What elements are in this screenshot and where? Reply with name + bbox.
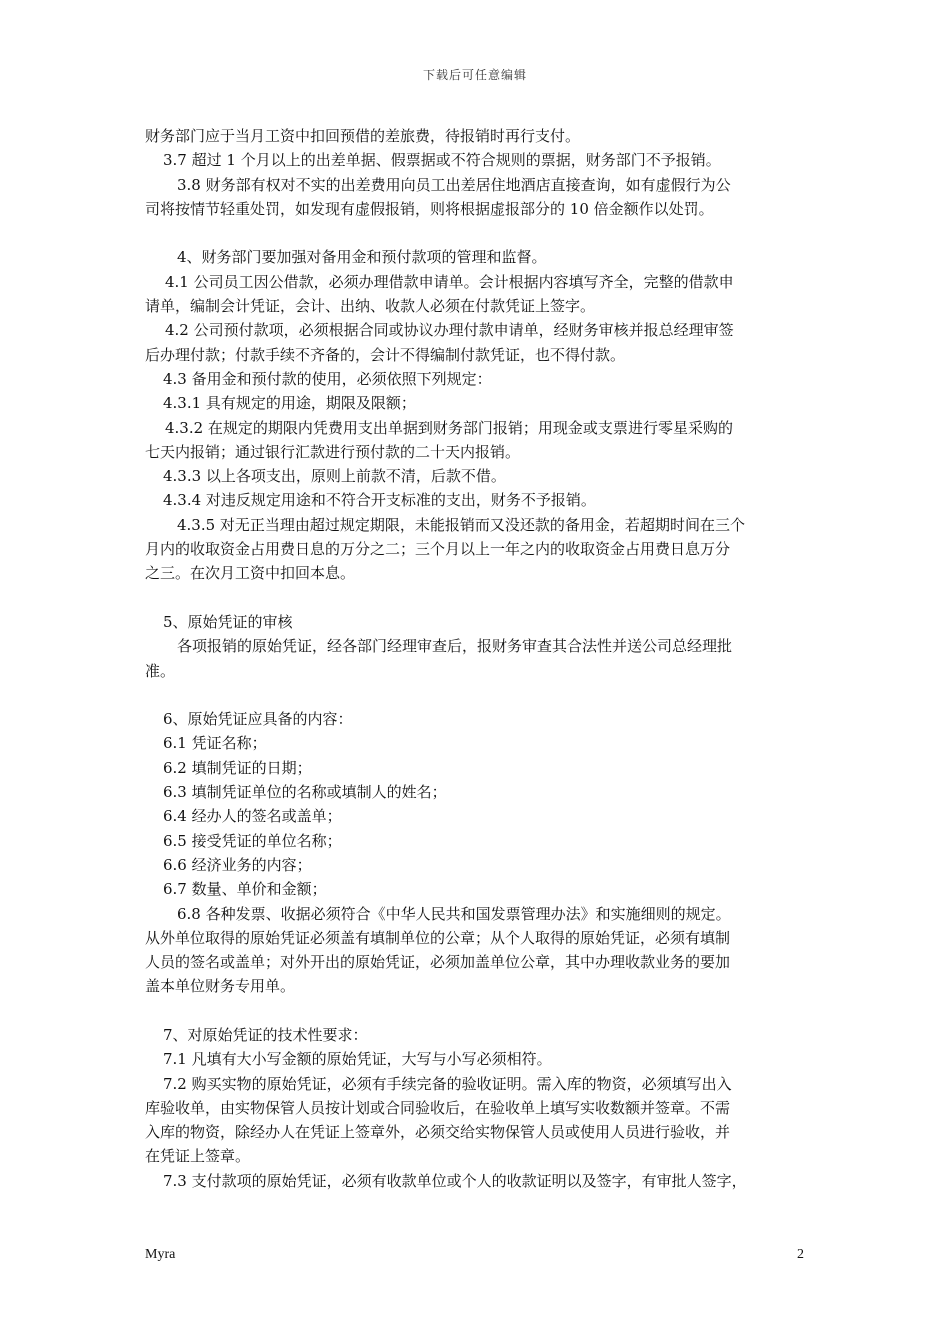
text-line: 4.2 公司预付款项，必须根据合同或协议办理付款申请单，经财务审核并报总经理审签 [165,321,734,340]
text-line: 在凭证上签章。 [145,1147,251,1166]
text-line: 6.8 各种发票、收据必须符合《中华人民共和国发票管理办法》和实施细则的规定。 [177,904,731,923]
text-line: 3.8 财务部有权对不实的出差费用向员工出差居住地酒店直接查询，如有虚假行为公 [177,175,731,194]
text-line: 6.7 数量、单价和金额； [163,880,327,899]
text-line: 6.1 凭证名称； [163,734,267,753]
footer-author: Myra [145,1247,176,1262]
text-line: 后办理付款；付款手续不齐备的，会计不得编制付款凭证，也不得付款。 [145,345,626,364]
text-line: 之三。在次月工资中扣回本息。 [145,564,356,583]
text-line: 库验收单，由实物保管人员按计划或合同验收后，在验收单上填写实收数额并签章。不需 [145,1098,731,1117]
text-line: 入库的物资，除经办人在凭证上签章外，必须交给实物保管人员或使用人员进行验收，并 [145,1123,731,1142]
text-line: 4、财务部门要加强对备用金和预付款项的管理和监督。 [177,248,547,267]
text-line: 财务部门应于当月工资中扣回预借的差旅费，待报销时再行支付。 [145,127,581,145]
text-line: 7.1 凡填有大小写金额的原始凭证，大写与小写必须相符。 [163,1050,552,1069]
text-line: 3.7 超过 1 个月以上的出差单据、假票据或不符合规则的票据，财务部门不予报销。 [163,151,721,170]
text-line: 准。 [145,661,176,680]
text-line: 4.3.3 以上各项支出，原则上前款不清，后款不借。 [163,467,506,486]
text-line: 6.5 接受凭证的单位名称； [163,831,342,850]
text-line: 4.3.1 具有规定的用途，期限及限额； [163,394,416,413]
text-line: 6.4 经办人的签名或盖单； [163,807,342,826]
blank-line [145,683,810,707]
text-line: 月内的收取资金占用费日息的万分之二；三个月以上一年之内的收取资金占用费日息万分 [145,540,731,559]
text-line: 4.3 备用金和预付款的使用，必须依照下列规定： [163,369,492,388]
text-line: 各项报销的原始凭证，经各部门经理审查后，报财务审查其合法性并送公司总经理批 [177,637,733,656]
text-line: 6.2 填制凭证的日期； [163,758,312,777]
page-header: 下载后可任意编辑 [422,68,527,82]
document-body [145,124,810,1193]
text-line: 人员的签名或盖单；对外开出的原始凭证，必须加盖单位公章，其中办理收款业务的要加 [145,953,731,972]
text-line: 6.6 经济业务的内容； [163,855,312,874]
text-line: 盖本单位财务专用单。 [145,977,296,996]
text-line: 司将按情节轻重处罚，如发现有虚假报销，则将根据虚报部分的 10 倍金额作以处罚。 [145,199,714,218]
text-line: 7.3 支付款项的原始凭证，必须有收款单位或个人的收款证明以及签字，有审批人签字， [163,1171,747,1190]
blank-line [145,999,810,1023]
blank-line [145,586,810,610]
text-line: 4.1 公司员工因公借款，必须办理借款申请单。会计根据内容填写齐全，完整的借款申 [165,272,734,291]
text-line: 从外单位取得的原始凭证必须盖有填制单位的公章；从个人取得的原始凭证，必须有填制 [145,928,731,947]
text-line: 6.3 填制凭证单位的名称或填制人的姓名； [163,783,447,802]
text-line: 5、原始凭证的审核 [163,612,293,631]
text-line: 七天内报销；通过银行汇款进行预付款的二十天内报销。 [145,442,521,461]
footer-page-number: 2 [797,1247,804,1262]
text-line: 6、原始凭证应具备的内容： [163,710,353,729]
text-line: 4.3.2 在规定的期限内凭费用支出单据到财务部门报销；用现金或支票进行零星采购的 [165,418,733,437]
text-line: 请单，编制会计凭证，会计、出纳、收款人必须在付款凭证上签字。 [145,297,596,316]
text-line: 4.3.5 对无正当理由超过规定期限，未能报销而又没还款的备用金，若超期时间在三个 [177,515,745,534]
text-line: 7、对原始凭证的技术性要求： [163,1025,368,1044]
text-line: 4.3.4 对违反规定用途和不符合开支标准的支出，财务不予报销。 [163,491,596,510]
blank-line [145,221,810,245]
text-line: 7.2 购买实物的原始凭证，必须有手续完备的验收证明。需入库的物资，必须填写出入 [163,1074,732,1093]
